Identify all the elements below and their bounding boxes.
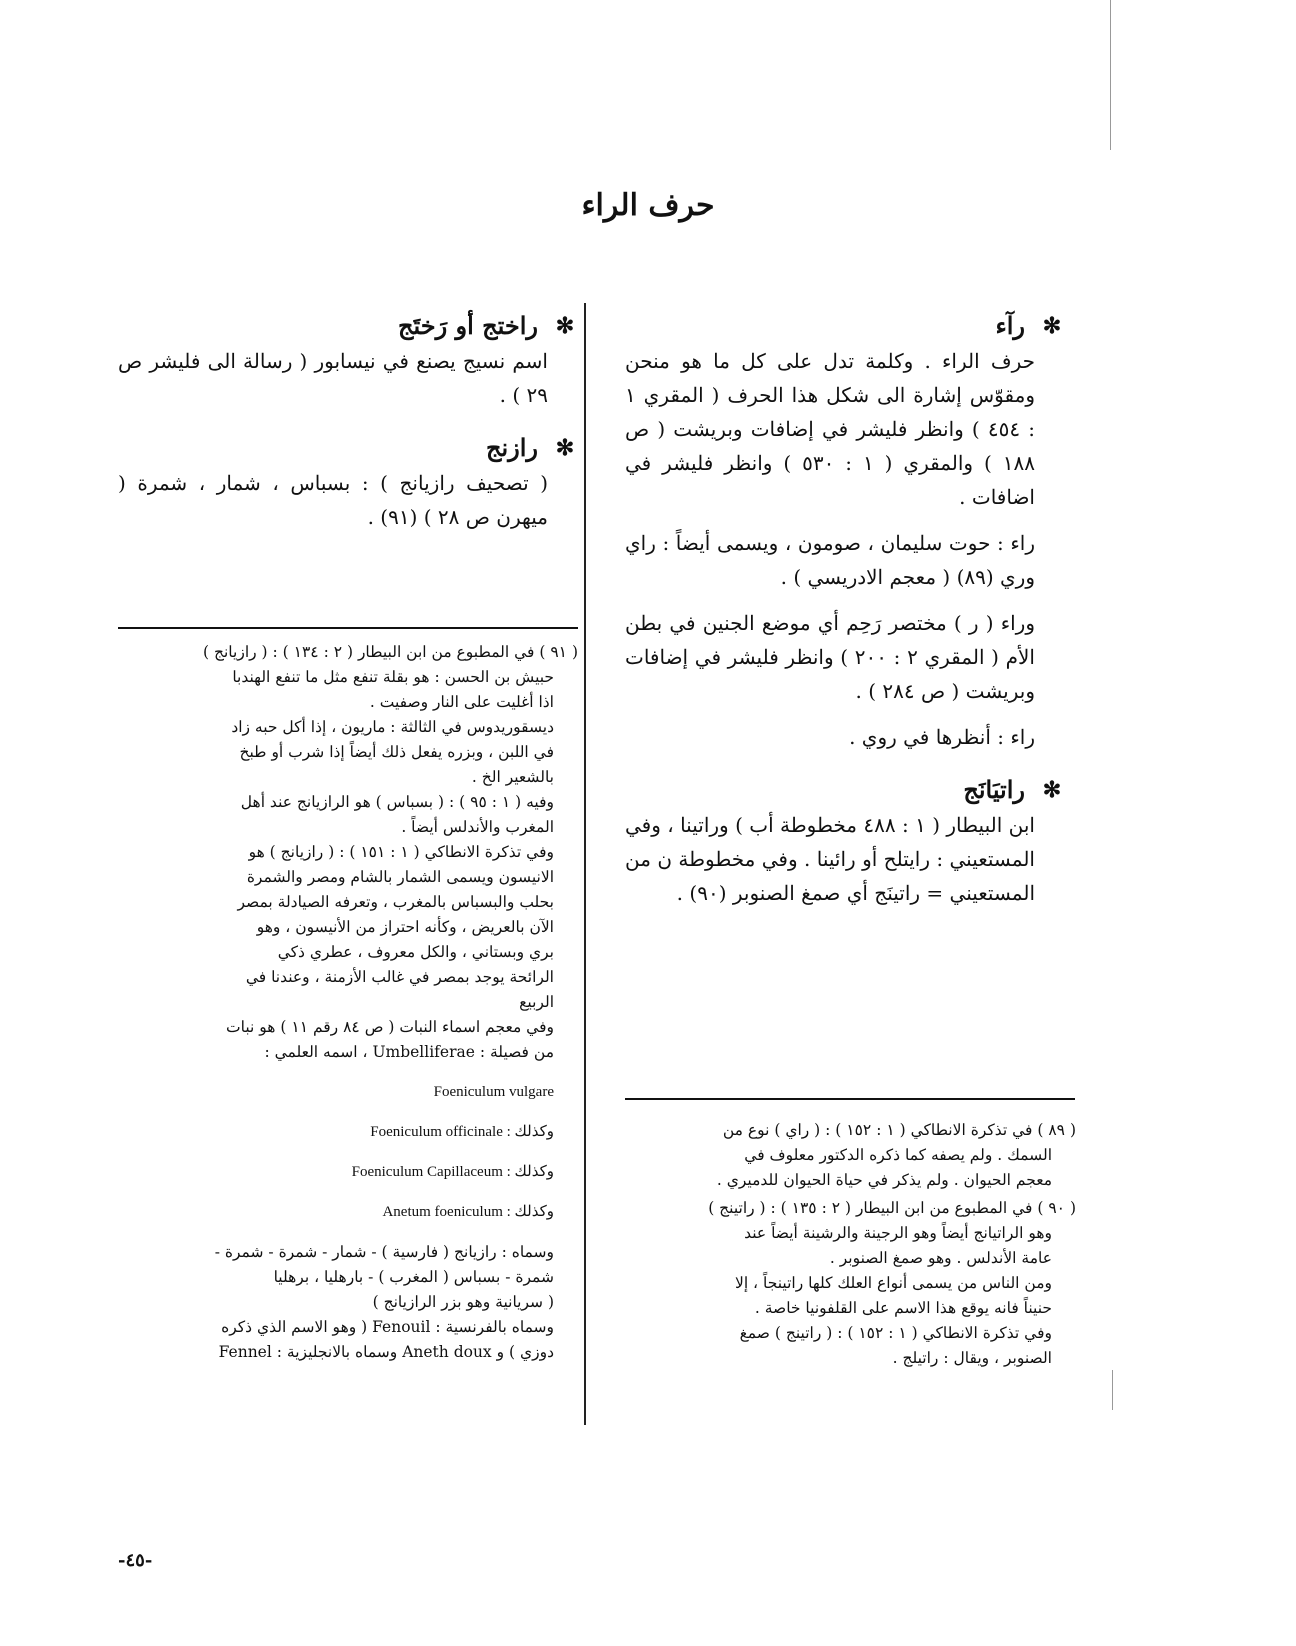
entry-paragraph: اسم نسيج يصنع في نيسابور ( رسالة الى فليشر ص ٢٩ ) .	[118, 349, 548, 407]
footnote-line: بري وبستاني ، والكل معروف ، عطري ذكي	[277, 943, 554, 961]
latin-name: Foeniculum officinale	[370, 1124, 503, 1140]
footnote-rule	[118, 627, 578, 629]
footnote-line: الآن بالعريض ، وكأنه احتراز من الأنيسون ، وهو	[256, 918, 554, 936]
footnote-line: وهو الراتيانج أيضاً وهو الرجينة والرشينة أيضاً عند	[744, 1224, 1052, 1242]
latin-name: Foeniculum vulgare	[433, 1084, 554, 1100]
footnote-89	[628, 1118, 1076, 1193]
footnote-line: وفي معجم اسماء النبات ( ص ٨٤ رقم ١١ ) هو نبات	[226, 1018, 554, 1036]
latin-prefix: وكذلك :	[506, 1204, 554, 1220]
footnote-line: وفيه ( ١ : ٩٥ ) : ( بسباس ) هو الرازيانج عند أهل	[240, 793, 554, 811]
latin-name-line	[118, 1080, 578, 1105]
footnote-90	[628, 1196, 1076, 1371]
footnote-line: الرائحة يوجد بمصر في غالب الأزمنة ، وعندنا في	[245, 968, 554, 986]
entry-heading	[625, 308, 1062, 344]
footnote-rule	[625, 1098, 1075, 1100]
footnote-line: وسماه بالفرنسية : Fenouil ( وهو الاسم الذي ذكره	[221, 1318, 554, 1336]
footnote-line: ديسقوريدوس في الثالثة : ماريون ، إذا أكل حبه زاد	[231, 718, 554, 736]
right-column	[625, 308, 1062, 928]
entry-paragraph: راء : حوت سليمان ، صومون ، ويسمى أيضاً : راي وري (٨٩) ( معجم الادريسي ) .	[625, 531, 1035, 589]
latin-name-line	[118, 1120, 578, 1145]
footnote-line: بالشعير الخ .	[471, 768, 554, 786]
asterisk-icon: ✻	[555, 313, 575, 339]
footnote-line: ( سريانية وهو بزر الرازيانج )	[372, 1293, 554, 1311]
entry-headword: راختج أو رَختَج	[398, 311, 538, 340]
entry-paragraph: وراء ( ر ) مختصر رَحِم أي موضع الجنين في بطن الأم ( المقري ٢ : ٢٠٠ ) وانظر فليشر في إضافات وبريشت ( ص ٢٨٤ ) .	[625, 611, 1035, 703]
footnote-line: الانيسون ويسمى الشمار بالشام ومصر والشمرة	[246, 868, 554, 886]
footnote-line: في اللبن ، وبزره يفعل ذلك أيضاً إذا شرب أو طبخ	[239, 743, 554, 761]
entry-headword: رازنج	[485, 433, 538, 462]
entry-ratiyanaj	[625, 772, 1062, 910]
entry-raa	[625, 308, 1062, 754]
footnote-line: ( ٩٠ ) في المطبوع من ابن البيطار ( ٢ : ١٣٥ ) : ( راتينج )	[708, 1199, 1076, 1217]
latin-prefix: وكذلك :	[506, 1164, 554, 1180]
footnote-line: الصنوبر ، ويقال : راتيلج .	[892, 1349, 1052, 1367]
footnote-line: ( ٩١ ) في المطبوع من ابن البيطار ( ٢ : ١٣٤ ) : ( رازيانج )	[203, 643, 578, 661]
footnote-line: وفي تذكرة الانطاكي ( ١ : ١٥٢ ) : ( راتينج ) صمغ	[739, 1324, 1052, 1342]
latin-name-line	[118, 1160, 578, 1185]
entry-paragraph: ابن البيطار ( ١ : ٤٨٨ مخطوطة أب ) وراتينا ، وفي المستعيني : رايتلح أو رائينا . وفي مخطوطة ن من المستعيني = راتينَج أي صمغ الصنوبر (٩٠) .	[625, 813, 1035, 905]
latin-prefix: وكذلك :	[506, 1124, 554, 1140]
entry-heading	[625, 772, 1062, 808]
footnote-line: حنيناً فانه يوقع هذا الاسم على القلفونيا خاصة .	[754, 1299, 1052, 1317]
asterisk-icon: ✻	[1042, 777, 1062, 803]
scan-artifact	[1112, 1370, 1113, 1410]
entry-headword: رآء	[995, 311, 1025, 340]
asterisk-icon: ✻	[1042, 313, 1062, 339]
footnote-line: شمرة - بسباس ( المغرب ) - بارهليا ، برهليا	[273, 1268, 554, 1286]
latin-name: Anetum foeniculum	[382, 1204, 503, 1220]
entry-paragraph: حرف الراء . وكلمة تدل على كل ما هو منحن ومقوّس إشارة الى شكل هذا الحرف ( المقري ١ : ٤٥٤ ) وانظر فليشر في إضافات وبريشت ( ص ١٨٨ ) والمقري ( ١ : ٥٣٠ ) وانظر فليشر في اضافات .	[625, 349, 1036, 509]
footnotes-left	[118, 640, 578, 1368]
latin-name-line	[118, 1200, 578, 1225]
footnotes-right	[628, 1118, 1076, 1374]
entry-rakhtaj	[118, 308, 575, 412]
footnote-line: المغرب والأندلس أيضاً .	[401, 818, 554, 836]
footnote-line: وسماه : رازيانج ( فارسية ) - شمار - شمرة - شمرة -	[214, 1243, 554, 1261]
entry-razanj	[118, 430, 575, 534]
footnote-line: حبيش بن الحسن : هو بقلة تنفع مثل ما تنفع الهندبا	[232, 668, 554, 686]
footnote-line: من فصيلة : Umbelliferae ، اسمه العلمي :	[264, 1043, 554, 1061]
footnote-line: اذا أغليت على النار وصفيت .	[369, 693, 554, 711]
entry-heading	[118, 430, 575, 466]
entry-paragraph: ( تصحيف رازيانج ) : بسباس ، شمار ، شمرة ( ميهرن ص ٢٨ ) (٩١) .	[118, 471, 548, 529]
latin-name: Foeniculum Capillaceum	[351, 1164, 503, 1180]
entry-headword: راتيَانَج	[963, 775, 1025, 804]
page-number: -٤٥-	[118, 1550, 153, 1571]
footnote-line: معجم الحيوان . ولم يذكر في حياة الحيوان للدميري .	[716, 1171, 1052, 1189]
footnote-line: ( ٨٩ ) في تذكرة الانطاكي ( ١ : ١٥٢ ) : ( راي ) نوع من	[722, 1121, 1076, 1139]
footnote-line: وفي تذكرة الانطاكي ( ١ : ١٥١ ) : ( رازيانج ) هو	[248, 843, 554, 861]
scan-artifact	[1110, 0, 1111, 150]
entry-paragraph: راء : أنظرها في روي .	[849, 725, 1035, 749]
page-title: حرف الراء	[581, 188, 715, 223]
column-divider	[584, 303, 586, 1425]
footnote-line: الربيع	[519, 993, 554, 1011]
asterisk-icon: ✻	[555, 435, 575, 461]
left-column	[118, 308, 575, 552]
footnote-line: السمك . ولم يصفه كما ذكره الدكتور معلوف في	[744, 1146, 1052, 1164]
footnote-91	[118, 640, 578, 1365]
entry-heading	[118, 308, 575, 344]
footnote-line: دوزي ) و Aneth doux وسماه بالانجليزية : Fennel	[218, 1343, 554, 1361]
footnote-line: ومن الناس من يسمى أنواع العلك كلها راتينجاً ، إلا	[734, 1274, 1052, 1292]
footnote-line: بحلب والبسباس بالمغرب ، وتعرفه الصيادلة بمصر	[237, 893, 554, 911]
footnote-line: عامة الأندلس . وهو صمغ الصنوبر .	[829, 1249, 1052, 1267]
